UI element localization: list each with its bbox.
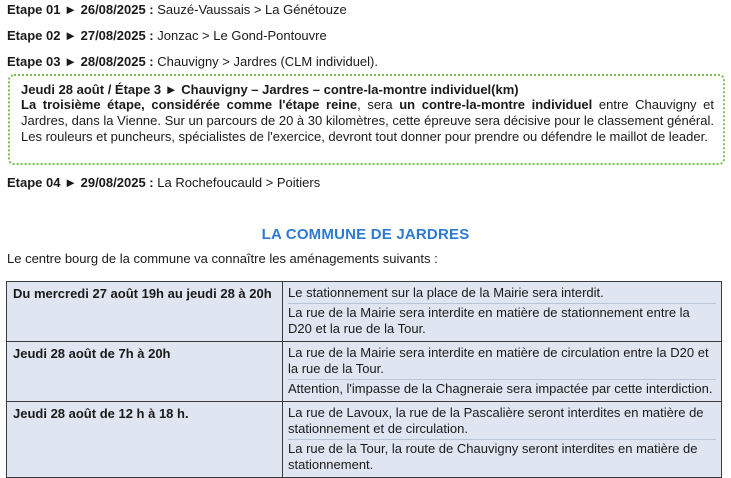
stage-date: 28/08/2025 :	[80, 54, 154, 69]
callout-intro-bold: La troisième étape, considérée comme l'étape reine	[21, 97, 358, 112]
measure-item: La rue de Lavoux, la rue de la Pascalière seront interdites en matière de stationnement et de circulation.	[288, 405, 704, 436]
stage-line-3	[7, 54, 378, 70]
callout-body	[21, 97, 714, 145]
stage-route: Chauvigny > Jardres (CLM individuel).	[157, 54, 378, 69]
arrow-icon: ►	[64, 54, 77, 69]
stage-label: Etape 02	[7, 28, 61, 43]
measure-item: La rue de la Mairie sera interdite en matière de circulation entre la D20 et la rue de la Tour.	[288, 345, 709, 376]
stage-line-2	[7, 28, 327, 44]
stage-date: 26/08/2025 :	[80, 2, 154, 17]
measures-table	[6, 281, 722, 478]
stage-date: 29/08/2025 :	[80, 175, 154, 190]
table-row	[7, 342, 722, 402]
measure-item: Le stationnement sur la place de la Mairie sera interdit.	[288, 285, 604, 300]
callout-text-1: , sera	[357, 97, 400, 112]
callout-text-2: entre Chauvigny et Jardres, dans la Vienne. Sur un parcours de 20 à 30 kilomètres, cette épreuve sera décisive pour le classement général. Les rouleurs et puncheurs, spécialistes de l'exercice, devront tout donner pour prendre ou défendre le maillot de leader.	[21, 97, 715, 144]
arrow-icon: ►	[64, 28, 77, 43]
table-row	[7, 402, 722, 478]
stage-line-4	[7, 175, 320, 191]
callout-emphasis: un contre-la-montre individuel	[399, 97, 593, 112]
stage-3-callout	[8, 74, 725, 165]
measure-cell	[283, 402, 722, 478]
table-row	[7, 282, 722, 342]
stage-label: Etape 04	[7, 175, 61, 190]
period-cell: Jeudi 28 août de 7h à 20h	[7, 342, 283, 402]
callout-title: Jeudi 28 août / Étape 3 ► Chauvigny – Jardres – contre-la-montre individuel(km)	[21, 82, 519, 97]
intro-text: Le centre bourg de la commune va connaître les aménagements suivants :	[7, 251, 438, 266]
stage-date: 27/08/2025 :	[80, 28, 154, 43]
stage-label: Etape 01	[7, 2, 61, 17]
period-cell: Du mercredi 27 août 19h au jeudi 28 à 20h	[7, 282, 283, 342]
stage-route: Sauzé-Vaussais > La Génétouze	[157, 2, 347, 17]
arrow-icon: ►	[64, 175, 77, 190]
measure-cell	[283, 342, 722, 402]
stage-line-1	[7, 2, 347, 18]
measure-item: La rue de la Tour, la route de Chauvigny seront interdites en matière de stationnement.	[288, 439, 716, 473]
period-cell: Jeudi 28 août de 12 h à 18 h.	[7, 402, 283, 478]
stage-route: La Rochefoucauld > Poitiers	[157, 175, 321, 190]
stage-route: Jonzac > Le Gond-Pontouvre	[157, 28, 327, 43]
measure-item: Attention, l'impasse de la Chagneraie sera impactée par cette interdiction.	[288, 379, 716, 397]
measure-item: La rue de la Mairie sera interdite en matière de stationnement entre la D20 et la rue de la Tour.	[288, 303, 716, 337]
arrow-icon: ►	[64, 2, 77, 17]
section-title: LA COMMUNE DE JARDRES	[261, 226, 470, 243]
measure-cell	[283, 282, 722, 342]
stage-label: Etape 03	[7, 54, 61, 69]
